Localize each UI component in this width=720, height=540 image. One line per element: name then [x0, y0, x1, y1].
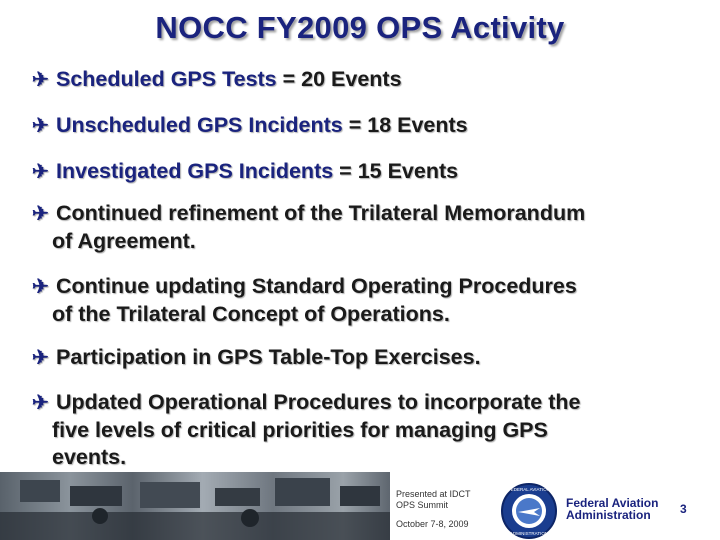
- bullet-continuation: of the Trilateral Concept of Operations.: [52, 302, 450, 326]
- control-room-silhouette: [0, 472, 390, 540]
- svg-text:FEDERAL AVIATION: FEDERAL AVIATION: [508, 487, 550, 492]
- page-number: 3: [680, 502, 687, 516]
- airplane-icon: ✈: [32, 115, 49, 137]
- bullet-continuation: five levels of critical priorities for managing GPS: [52, 418, 548, 442]
- faa-name: Federal Aviation Administration: [566, 496, 659, 522]
- presented-line-1: Presented at IDCT: [396, 489, 471, 499]
- control-room-photo: [0, 472, 390, 540]
- bullet-sop-updates: ✈ Continue updating Standard Operating Procedures of the Trilateral Concept of Operations.: [32, 273, 712, 328]
- presented-date: October 7-8, 2009: [396, 519, 469, 529]
- bullet-investigated-incidents: ✈ Investigated GPS Incidents = 15 Events: [32, 158, 712, 186]
- bullet-table-top: ✈ Participation in GPS Table-Top Exercises.: [32, 344, 712, 372]
- faa-seal-logo: [500, 482, 558, 540]
- slide-title: NOCC FY2009 OPS Activity: [155, 10, 565, 45]
- bullet-scheduled-tests: ✈ Scheduled GPS Tests = 20 Events: [32, 66, 712, 94]
- airplane-icon: ✈: [32, 276, 49, 298]
- svg-text:ADMINISTRATION: ADMINISTRATION: [509, 531, 549, 536]
- presented-line-2: OPS Summit: [396, 500, 449, 510]
- bullet-continuation: events.: [52, 445, 127, 469]
- airplane-icon: ✈: [32, 69, 49, 91]
- airplane-icon: ✈: [32, 161, 49, 183]
- bullet-unscheduled-incidents: ✈ Unscheduled GPS Incidents = 18 Events: [32, 112, 712, 140]
- bullet-operational-procedures: ✈ Updated Operational Procedures to incorporate the five levels of critical priorities for managing GPS events.: [32, 389, 712, 471]
- airplane-icon: ✈: [32, 203, 49, 225]
- airplane-icon: ✈: [32, 347, 49, 369]
- bullet-continuation: of Agreement.: [52, 229, 196, 253]
- airplane-icon: ✈: [32, 392, 49, 414]
- bullet-trilateral-moa: ✈ Continued refinement of the Trilateral Memorandum of Agreement.: [32, 200, 712, 255]
